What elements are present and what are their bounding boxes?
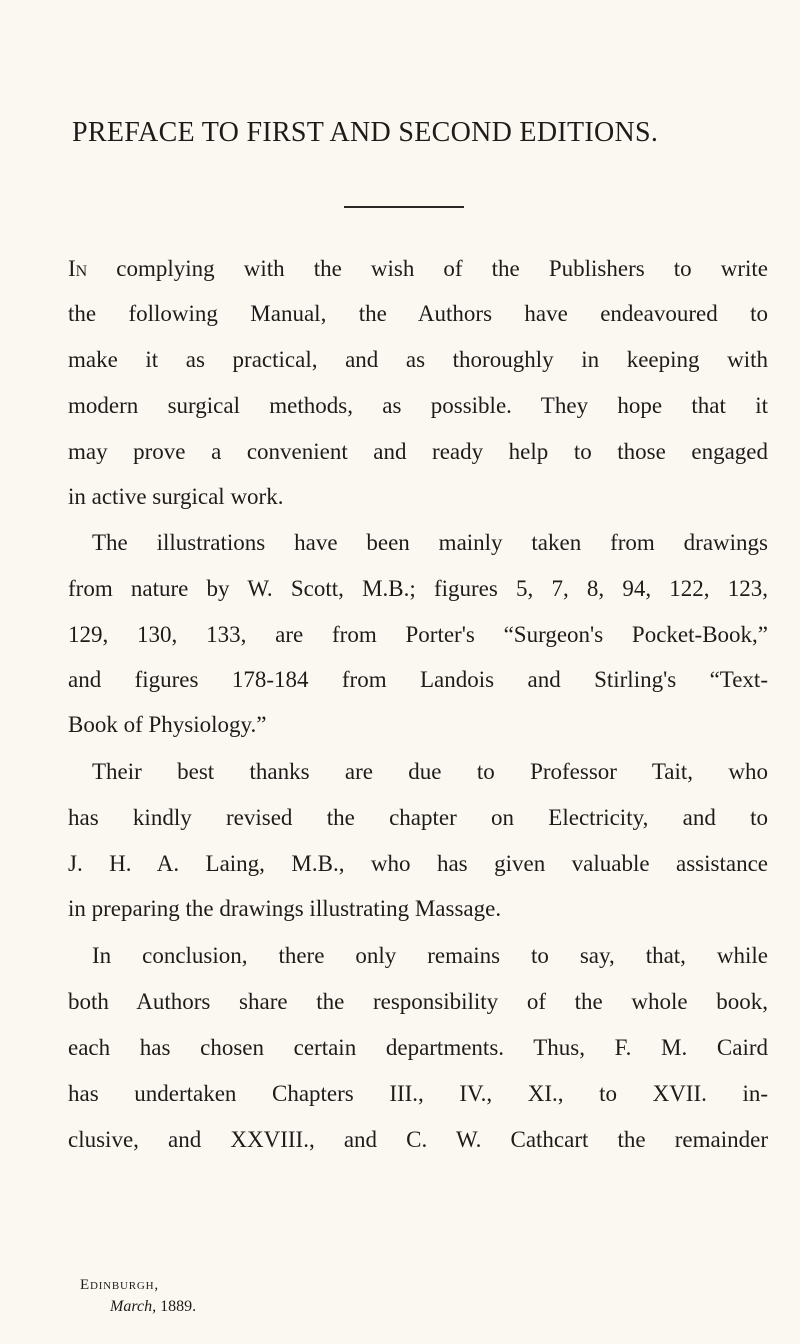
paragraph-3-line-4: in preparing the drawings illustrating Massage.	[68, 896, 502, 921]
paragraph-1-line-1	[68, 256, 768, 282]
paragraph-1-line-5: may prove a convenient and ready help to those engaged	[68, 439, 768, 464]
paragraph-2-line-2: from nature by W. Scott, M.B.; figures 5, 7, 8, 94, 122, 123,	[68, 576, 768, 601]
paragraph-2-line-3: 129, 130, 133, are from Porter's “Surgeon's Pocket-Book,”	[68, 622, 768, 647]
paragraph-4-line-3: each has chosen certain departments. Thus, F. M. Caird	[68, 1035, 768, 1060]
paragraph-1-line-3: make it as practical, and as thoroughly in keeping with	[68, 347, 768, 372]
signature-year: 1889.	[156, 1298, 197, 1315]
paragraph-2-line-4: and figures 178-184 from Landois and Stirling's “Text-	[68, 667, 768, 692]
paragraph-1-line-2: the following Manual, the Authors have endeavoured to	[68, 301, 768, 326]
title-divider	[344, 206, 464, 208]
paragraph-3-line-1: Their best thanks are due to Professor Tait, who	[92, 759, 768, 784]
paragraph-4-line-1: In conclusion, there only remains to say, that, while	[92, 943, 768, 968]
paragraph-4-line-5: clusive, and XXVIII., and C. W. Cathcart the remainder	[68, 1127, 768, 1152]
paragraph-4-line-2: both Authors share the responsibility of the whole book,	[68, 989, 768, 1014]
signature-date	[110, 1298, 196, 1316]
paragraph-1-line-4: modern surgical methods, as possible. They hope that it	[68, 393, 768, 418]
paragraph-1-line-1-text: complying with the wish of the Publishers to write	[87, 256, 768, 281]
paragraph-2-line-5: Book of Physiology.”	[68, 712, 267, 737]
paragraph-1-line-6: in active surgical work.	[68, 484, 284, 509]
drop-word: In	[68, 256, 88, 281]
paragraph-3-line-2: has kindly revised the chapter on Electricity, and to	[68, 805, 768, 830]
signature-month: March,	[110, 1298, 157, 1315]
paragraph-3-line-3: J. H. A. Laing, M.B., who has given valuable assistance	[68, 851, 768, 876]
paragraph-2-line-1: The illustrations have been mainly taken from drawings	[92, 530, 768, 555]
signature-place: Edinburgh,	[80, 1277, 159, 1293]
paragraph-4-line-4: has undertaken Chapters III., IV., XI., to XVII. in-	[68, 1081, 768, 1106]
page-title: PREFACE TO FIRST AND SECOND EDITIONS.	[72, 117, 659, 148]
